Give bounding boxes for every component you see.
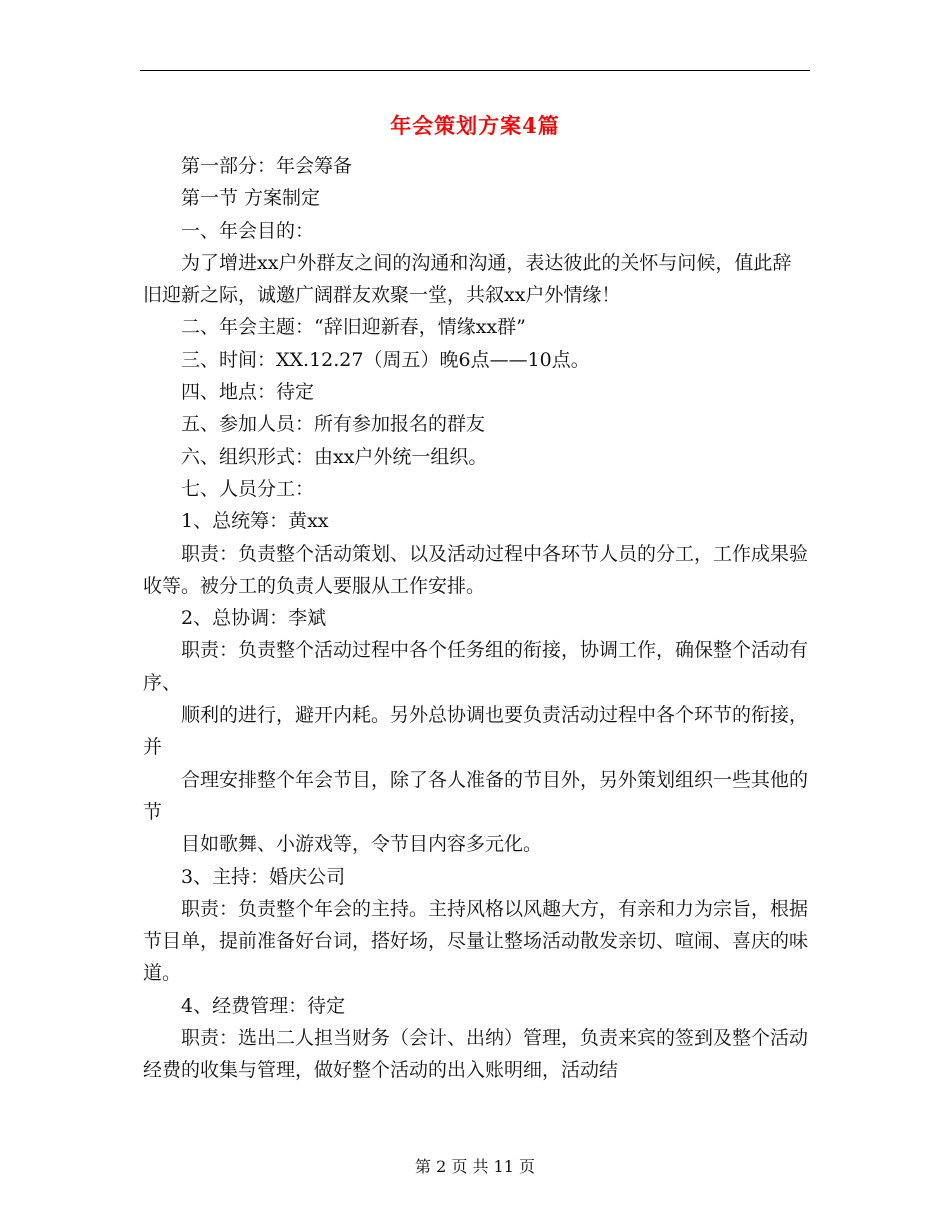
paragraph: 职责：负责整个活动过程中各个任务组的衔接，协调工作，确保整个活动有序、 (143, 639, 809, 694)
paragraph: 第一部分：年会筹备 (181, 155, 353, 177)
paragraph: 职责：选出二人担当财务（会计、出纳）管理，负责来宾的签到及整个活动经费的收集与管理，做好整个活动的出入账明细，活动结 (143, 1027, 809, 1082)
paragraph: 合理安排整个年会节目，除了各人准备的节目外，另外策划组织一些其他的节 (143, 768, 809, 823)
paragraph: 一、年会目的： (181, 219, 315, 242)
paragraph: 2、总协调：李斌 (181, 607, 327, 630)
paragraph: 职责：负责整个活动策划、以及活动过程中各环节人员的分工，工作成果验收等。被分工的负责人要服从工作安排。 (143, 542, 809, 597)
paragraph: 二、年会主题：“辞旧迎新春，情缘xx群” (181, 316, 526, 339)
paragraph: 第一节 方案制定 (181, 187, 321, 210)
paragraph: 目如歌舞、小游戏等，令节目内容多元化。 (181, 833, 543, 856)
header-rule (140, 70, 810, 71)
document-body (143, 150, 808, 1087)
paragraph: 七、人员分工： (181, 477, 315, 500)
paragraph: 顺利的进行，避开内耗。另外总协调也要负责活动过程中各个环节的衔接，并 (143, 704, 809, 759)
paragraph: 3、主持：婚庆公司 (181, 865, 346, 888)
document-title: 年会策划方案4篇 (390, 113, 560, 138)
paragraph: 三、时间：XX.12.27（周五）晚6点——10点。 (181, 348, 590, 371)
paragraph: 4、经费管理：待定 (181, 994, 346, 1017)
paragraph: 职责：负责整个年会的主持。主持风格以风趣大方，有亲和力为宗旨，根据节目单，提前准备好台词，搭好场，尽量让整场活动散发亲切、喧闹、喜庆的味道。 (143, 897, 809, 985)
page-number: 第 2 页 共 11 页 (415, 1157, 535, 1176)
paragraph: 五、参加人员：所有参加报名的群友 (181, 413, 486, 436)
paragraph: 1、总统筹：黄xx (181, 510, 329, 533)
paragraph: 为了增进xx户外群友之间的沟通和沟通，表达彼此的关怀与问候，值此辞旧迎新之际，诚邀广阔群友欢聚一堂，共叙xx户外情缘！ (143, 251, 792, 307)
paragraph: 四、地点：待定 (181, 381, 315, 404)
paragraph: 六、组织形式：由xx户外统一组织。 (181, 445, 488, 468)
